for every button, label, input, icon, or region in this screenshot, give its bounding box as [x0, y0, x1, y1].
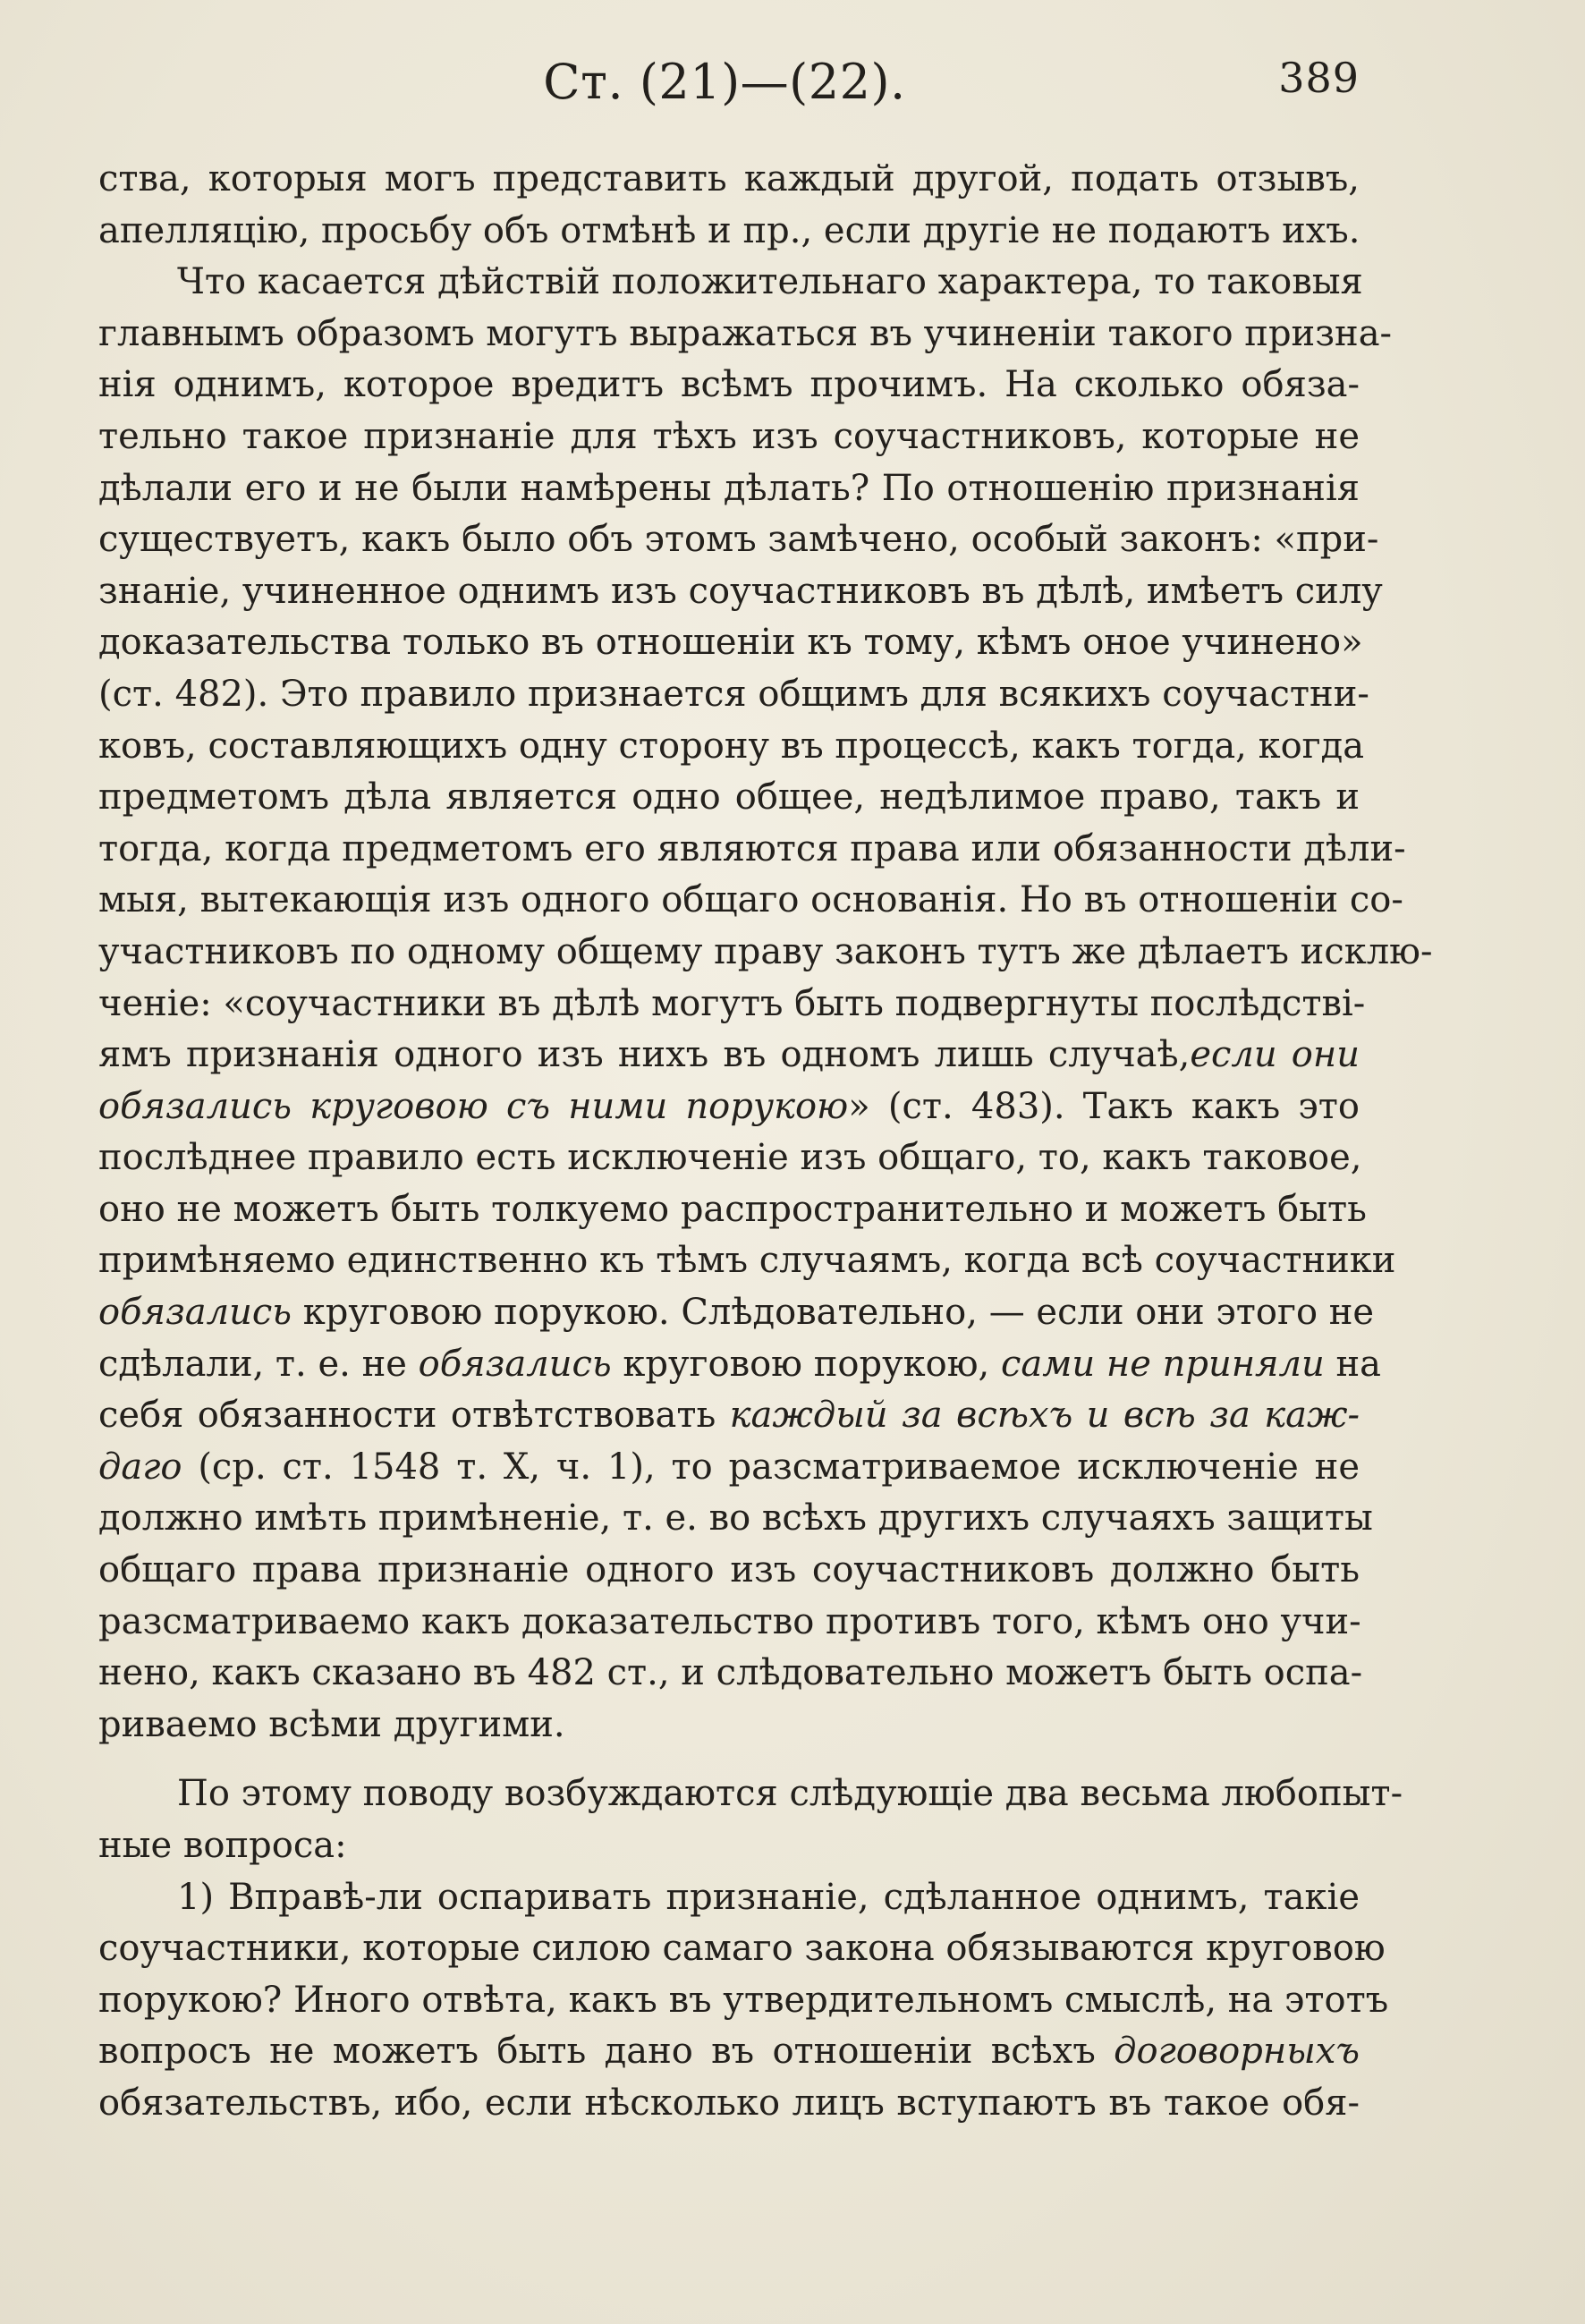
italic-text: обязались: [98, 1292, 292, 1334]
text-run: мыя, вытекающія изъ одного общаго основанія. Но въ отношеніи со-: [98, 879, 1403, 921]
text-run: себя обязанности отвѣтствовать: [98, 1395, 730, 1437]
paragraph-gap: [98, 1751, 1360, 1768]
text-run: предметомъ дѣла является одно общее, недѣлимое право, такъ и: [98, 776, 1360, 818]
page-header: [98, 47, 1360, 118]
text-line: [98, 257, 1363, 309]
text-line: [98, 1081, 1360, 1133]
page-number: 389: [1278, 54, 1360, 102]
running-head: Ст. (21)—(22).: [543, 54, 906, 110]
text-run: разсматриваемо какъ доказательство противъ того, кѣмъ оно учи-: [98, 1600, 1361, 1642]
text-run: соучастники, которые силою самаго закона обязываются круговою: [98, 1928, 1386, 1970]
text-line: [98, 1923, 1386, 1975]
text-line: [98, 1184, 1367, 1236]
text-line: [98, 1545, 1360, 1597]
text-run: оно не можетъ быть толкуемо распространительно и можетъ быть: [98, 1188, 1367, 1230]
text-run: (ср. ст. 1548 т. X, ч. 1), то разсматриваемое исключеніе не: [182, 1446, 1360, 1488]
body-text: [98, 154, 1433, 2130]
text-line: [98, 1235, 1396, 1287]
text-line: [98, 514, 1379, 566]
text-run: ямъ признанія одного изъ нихъ въ одномъ лишь случаѣ,: [98, 1034, 1191, 1076]
text-run: сдѣлали, т. е. не: [98, 1343, 419, 1385]
text-line: [98, 617, 1363, 669]
text-run: на: [1324, 1343, 1382, 1385]
text-run: нено, какъ сказано въ 482 ст., и слѣдовательно можетъ быть оспа-: [98, 1652, 1363, 1694]
text-run: знаніе, учиненное однимъ изъ соучастниковъ въ дѣлѣ, имѣетъ силу: [98, 570, 1383, 612]
text-run: существуетъ, какъ было объ этомъ замѣчено, особый законъ: «при-: [98, 519, 1379, 561]
text-run: » (ст. 483). Такъ какъ это: [848, 1085, 1360, 1127]
text-line: [98, 1768, 1403, 1820]
text-line: [98, 772, 1360, 824]
text-line: [98, 1287, 1375, 1339]
text-run: послѣднее правило есть исключеніе изъ общаго, то, какъ таковое,: [98, 1137, 1362, 1179]
text-line: [98, 1820, 1360, 1872]
text-line: [98, 309, 1393, 360]
text-run: дѣлали его и не были намѣрены дѣлать? По отношенію признанія: [98, 467, 1360, 509]
text-line: [98, 1597, 1360, 1649]
text-line: [98, 411, 1360, 463]
text-line: [98, 360, 1360, 411]
text-run: доказательства только въ отношеніи къ тому, кѣмъ оное учинено»: [98, 622, 1363, 664]
text-run: 1) Вправѣ-ли оспаривать признаніе, сдѣланное однимъ, такіе: [177, 1876, 1360, 1918]
text-run: ченіе: «соучастники въ дѣлѣ могутъ быть подвергнуты послѣдстві-: [98, 982, 1366, 1024]
text-line: [98, 721, 1365, 773]
text-line: [98, 2078, 1360, 2130]
text-run: риваемо всѣми другими.: [98, 1703, 565, 1745]
text-line: [98, 206, 1360, 258]
text-run: По этому поводу возбуждаются слѣдующіе два весьма любопыт-: [177, 1773, 1403, 1815]
text-line: [98, 154, 1360, 206]
text-run: общаго права признаніе одного изъ соучастниковъ должно быть: [98, 1549, 1360, 1591]
text-run: обязательствъ, ибо, если нѣсколько лицъ вступаютъ въ такое обя-: [98, 2082, 1360, 2124]
text-run: нія однимъ, которое вредитъ всѣмъ прочимъ. На сколько обяза-: [98, 364, 1360, 406]
text-line: [98, 2026, 1360, 2078]
text-run: круговою порукою,: [611, 1343, 1001, 1385]
text-run: Что касается дѣйствій положительнаго характера, то таковыя: [177, 261, 1363, 303]
italic-text: каждый за всѣхъ и всѣ за каж-: [729, 1395, 1360, 1437]
text-line: [98, 1390, 1360, 1442]
text-line: [98, 875, 1403, 927]
text-line: [98, 1030, 1360, 1081]
italic-text: если они: [1190, 1034, 1360, 1076]
text-line: [98, 927, 1433, 979]
text-line: [98, 1975, 1389, 2027]
text-line: [98, 669, 1369, 721]
text-line: [98, 979, 1366, 1031]
text-run: тельно такое признаніе для тѣхъ изъ соучастниковъ, которые не: [98, 415, 1360, 457]
text-line: [98, 1872, 1360, 1924]
italic-text: договорныхъ: [1114, 2031, 1360, 2073]
text-run: апелляцію, просьбу объ отмѣнѣ и пр., если другіе не подаютъ ихъ.: [98, 209, 1360, 251]
text-run: круговою порукою. Слѣдовательно, — если они этого не: [292, 1292, 1375, 1334]
italic-text: даго: [98, 1446, 182, 1488]
italic-text: сами не приняли: [1000, 1343, 1325, 1385]
text-line: [98, 1493, 1373, 1545]
text-run: примѣняемо единственно къ тѣмъ случаямъ, когда всѣ соучастники: [98, 1240, 1396, 1282]
text-run: вопросъ не можетъ быть дано въ отношеніи всѣхъ: [98, 2031, 1115, 2073]
text-run: ковъ, составляющихъ одну сторону въ процессѣ, какъ тогда, когда: [98, 725, 1365, 767]
text-line: [98, 824, 1406, 876]
text-run: порукою? Иного отвѣта, какъ въ утвердительномъ смыслѣ, на этотъ: [98, 1979, 1389, 2021]
text-line: [98, 566, 1383, 618]
italic-text: обязались: [418, 1343, 612, 1385]
text-run: главнымъ образомъ могутъ выражаться въ учиненіи такого призна-: [98, 312, 1393, 354]
text-run: участниковъ по одному общему праву законъ тутъ же дѣлаетъ исклю-: [98, 930, 1433, 972]
text-line: [98, 1442, 1360, 1494]
text-line: [98, 1132, 1360, 1184]
text-line: [98, 1700, 1360, 1751]
text-line: [98, 1339, 1382, 1391]
text-line: [98, 463, 1360, 515]
text-run: ные вопроса:: [98, 1825, 347, 1866]
text-run: должно имѣть примѣненіе, т. е. во всѣхъ другихъ случаяхъ защиты: [98, 1497, 1373, 1539]
text-run: ства, которыя могъ представить каждый другой, подать отзывъ,: [98, 158, 1360, 199]
text-line: [98, 1648, 1363, 1700]
text-run: тогда, когда предметомъ его являются права или обязанности дѣли-: [98, 827, 1406, 869]
text-run: (ст. 482). Это правило признается общимъ для всякихъ соучастни-: [98, 673, 1369, 715]
italic-text: обязались круговою съ ними порукою: [98, 1085, 849, 1127]
